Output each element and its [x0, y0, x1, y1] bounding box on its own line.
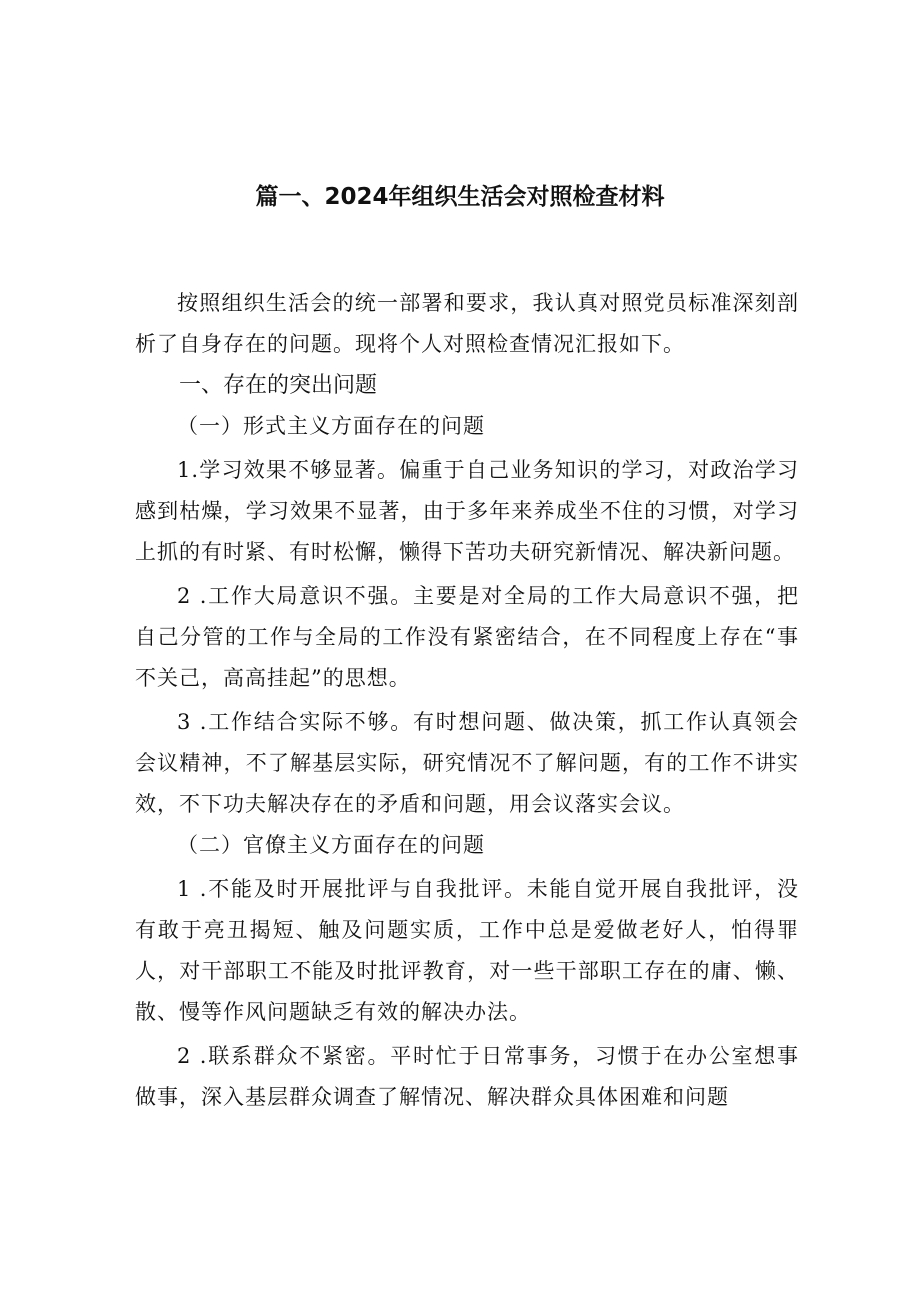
bureaucracy-item-1: 1 .不能及时开展批评与自我批评。未能自觉开展自我批评，没有敢于亮丑揭短、触及问题实质，工作中总是爱做老好人，怕得罪人，对干部职工不能及时批评教育，对一些干部职工存在的庸、懒、散、慢等作风问题缺乏有效的解决办法。: [135, 877, 799, 1024]
section-heading-problems: 一、存在的突出问题: [179, 373, 378, 398]
subsection-heading-formalism: （一）形式主义方面存在的问题: [177, 414, 485, 438]
bureaucracy-item-2: 2 .联系群众不紧密。平时忙于日常事务，习惯于在办公室想事做事，深入基层群众调查了解情况、解决群众具体困难和问题: [135, 1044, 799, 1109]
formalism-item-2: 2 .工作大局意识不强。主要是对全局的工作大局意识不强，把自己分管的工作与全局的工作没有紧密结合，在不同程度上存在“事不关己，高高挂起”的思想。: [135, 584, 799, 690]
formalism-item-1: 1.学习效果不够显著。偏重于自己业务知识的学习，对政治学习感到枯燥，学习效果不显著，由于多年来养成坐不住的习惯，对学习上抓的有时紧、有时松懈，懒得下苦功夫研究新情况、解决新问题。: [135, 458, 799, 564]
subsection-heading-bureaucracy: （二）官僚主义方面存在的问题: [177, 833, 485, 857]
formalism-item-3: 3 .工作结合实际不够。有时想问题、做决策，抓工作认真领会会议精神，不了解基层实际，研究情况不了解问题，有的工作不讲实效，不下功夫解决存在的矛盾和问题，用会议落实会议。: [135, 710, 799, 816]
document-title: 篇一、2024年组织生活会对照检查材料: [255, 184, 665, 210]
intro-paragraph: 按照组织生活会的统一部署和要求，我认真对照党员标准深刻剖析了自身存在的问题。现将个人对照检查情况汇报如下。: [135, 291, 799, 356]
document-body: [135, 283, 799, 1118]
